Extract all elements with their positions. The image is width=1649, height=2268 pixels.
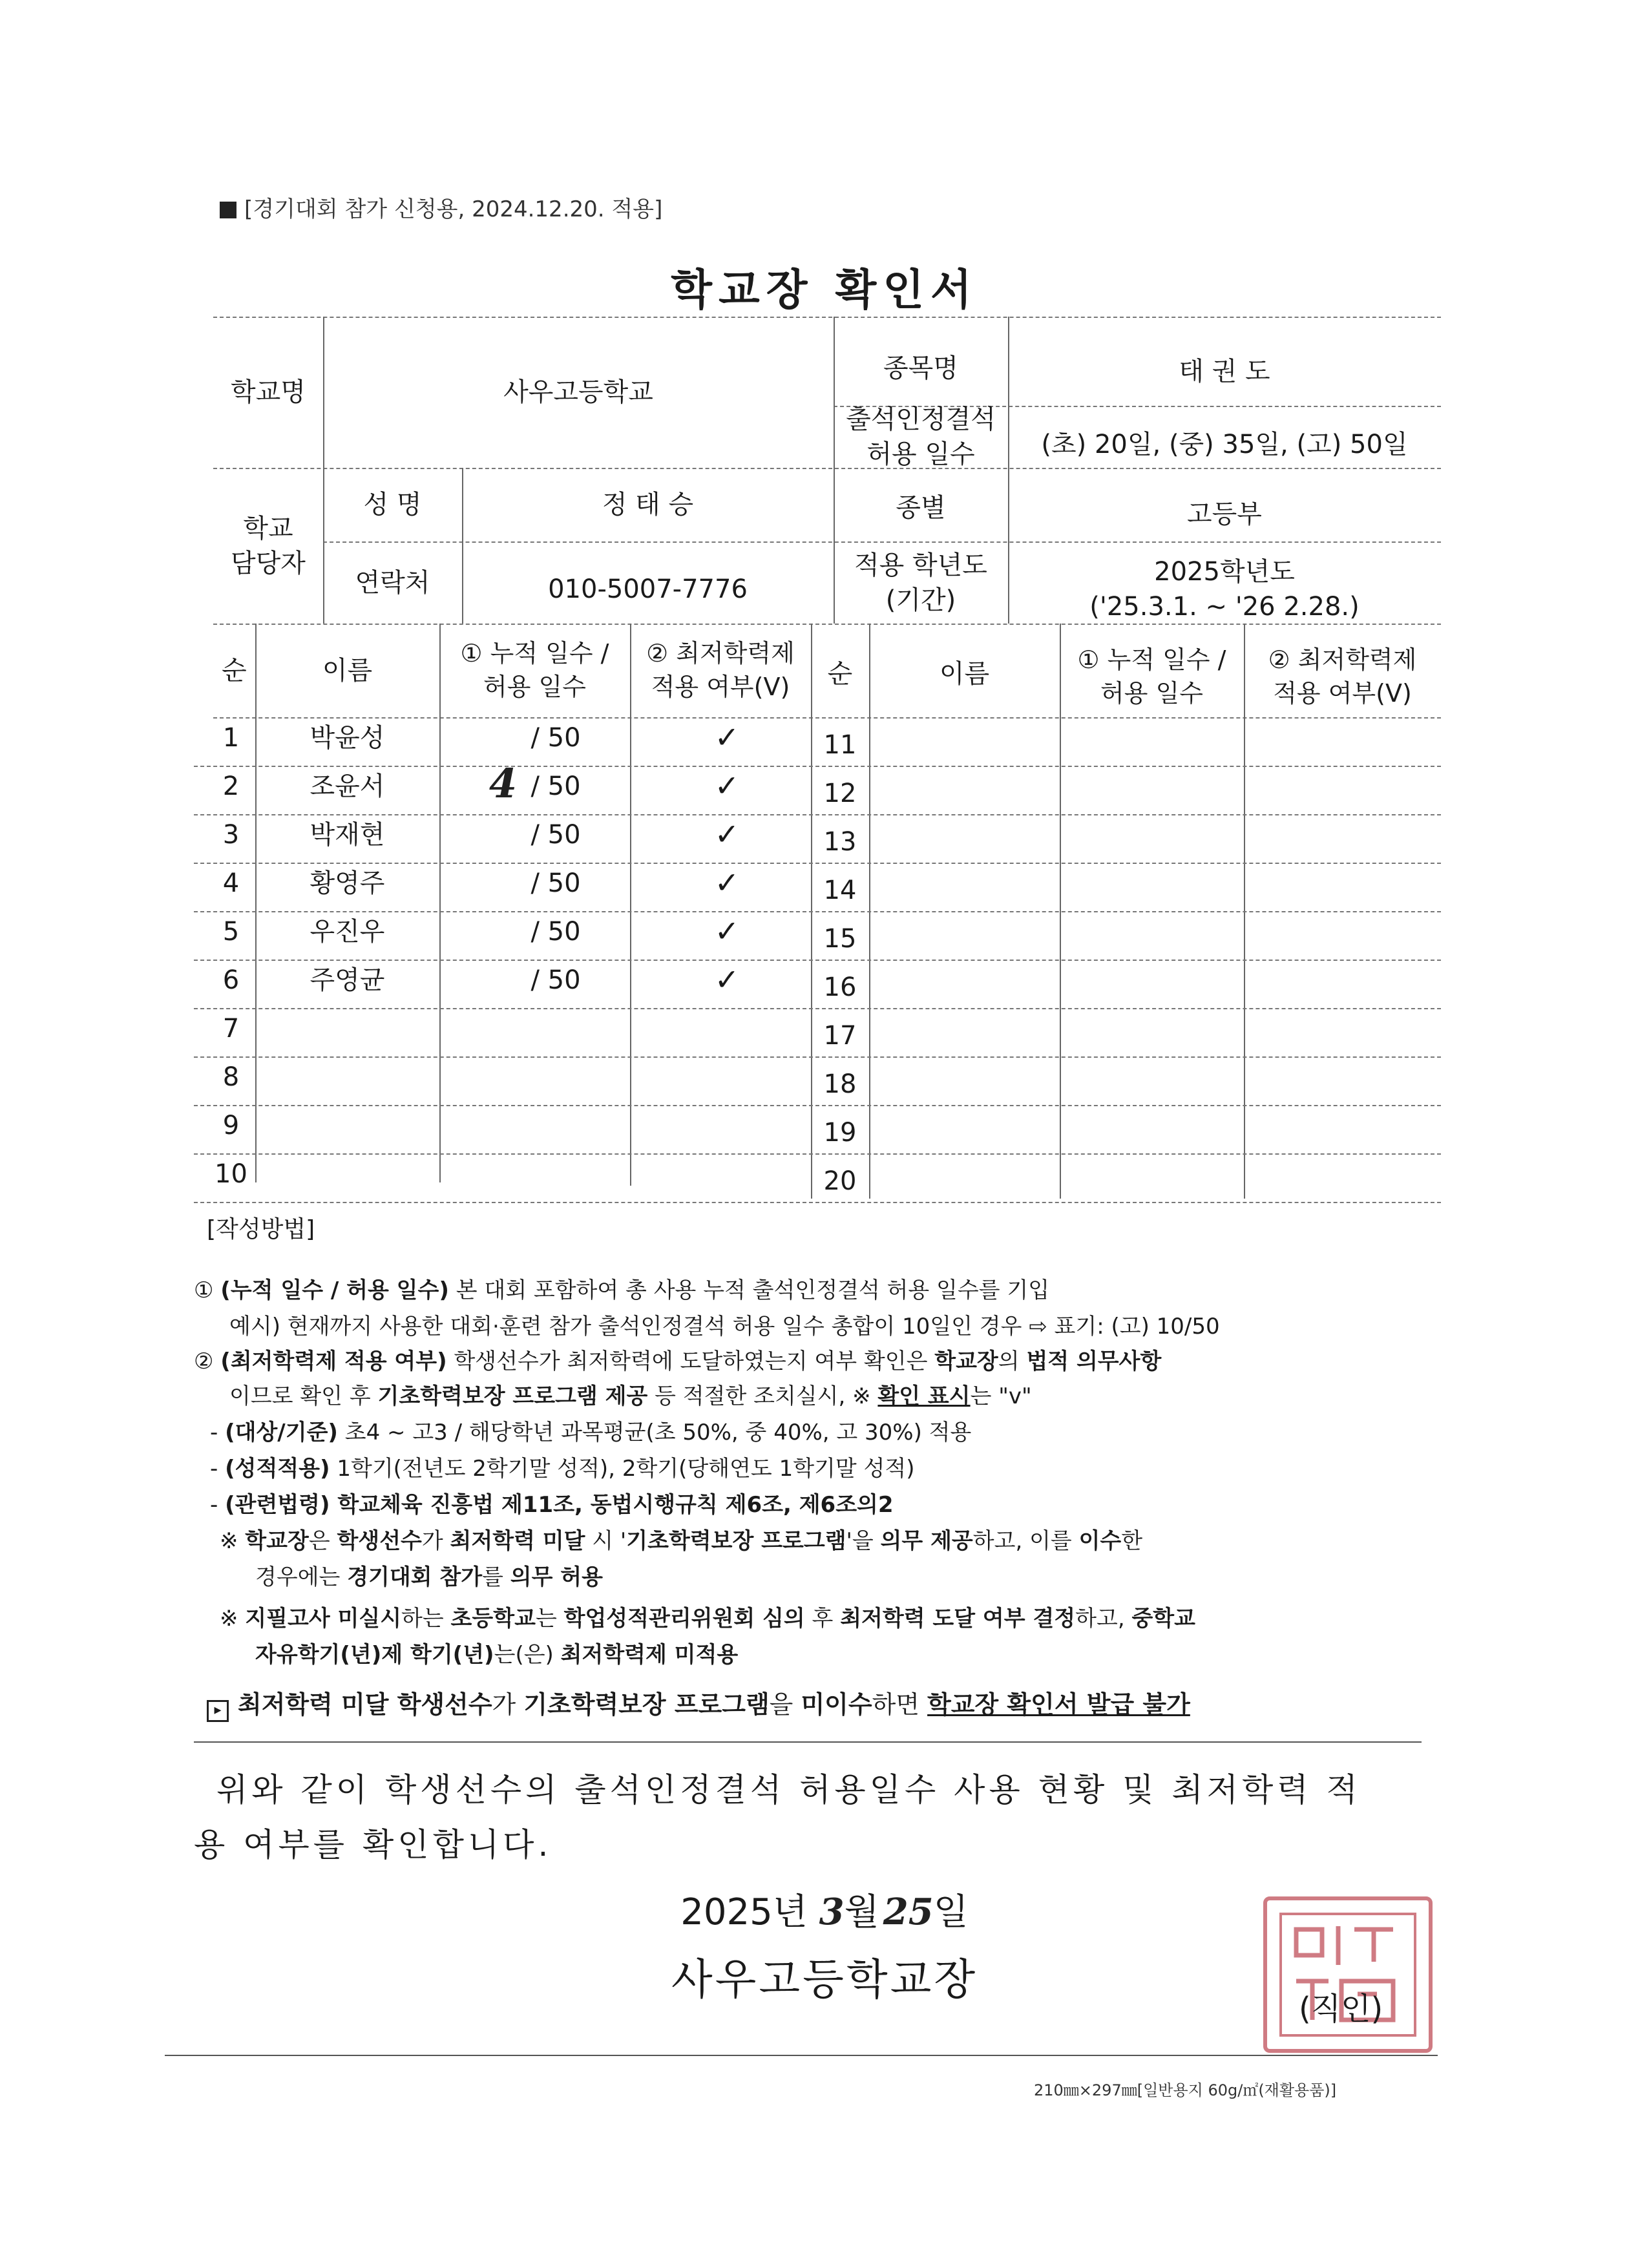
days-allowed: / 50 [530, 771, 581, 801]
absence-value: (초) 20일, (중) 35일, (고) 50일 [1041, 430, 1408, 459]
days-allowed [517, 1101, 594, 1150]
row-number: 3 [222, 819, 240, 850]
row-number-right: 16 [823, 972, 857, 1002]
student-name: 박윤성 [310, 722, 385, 753]
row-number: 5 [222, 916, 240, 947]
absence-label-line2: 허용 일수 [867, 439, 975, 469]
row-number: 1 [222, 722, 240, 753]
header-min-right-line1: ② 최저학력제 [1268, 646, 1417, 675]
school-label: 학교명 [231, 377, 306, 407]
instruction-line-5: - (대상/기준) 초4 ~ 고3 / 해당학년 과목평균(초 50%, 중 40%, 고 30%) 적용 [210, 1420, 972, 1445]
form-usage-text: [경기대회 참가 신청용, 2024.12.20. 적용] [244, 196, 663, 222]
sport-value: 태 권 도 [1179, 357, 1270, 386]
instruction-line-4: 이므로 확인 후 기초학력보장 프로그램 제공 등 적절한 조치실시, ※ 확인 표시는 "v" [229, 1383, 1032, 1409]
page-title: 학교장 확인서 [671, 265, 978, 315]
student-name [255, 1150, 439, 1198]
confirm-text-line2: 용 여부를 확인합니다. [194, 1826, 552, 1864]
header-no-right: 순 [827, 658, 853, 689]
student-name: 박재현 [310, 819, 385, 850]
days-allowed [517, 1053, 594, 1101]
header-days-line1: ① 누적 일수 / [460, 639, 609, 668]
days-allowed [517, 1150, 594, 1198]
days-used [446, 905, 517, 953]
student-name: 주영균 [310, 965, 385, 995]
header-min-right [1244, 636, 1441, 717]
row-number: 2 [222, 771, 240, 801]
header-days-right-line1: ① 누적 일수 / [1077, 646, 1226, 675]
divider [194, 1741, 1422, 1743]
year-value [1008, 548, 1441, 630]
contact-label: 연락처 [355, 567, 430, 598]
days-used [446, 711, 517, 759]
row-number-right: 18 [823, 1069, 857, 1099]
days-used [446, 953, 517, 1002]
days-used [446, 1147, 517, 1195]
days-used [446, 856, 517, 905]
days-allowed [517, 1004, 594, 1053]
days-allowed: / 50 [530, 819, 581, 850]
square-bullet-icon [220, 202, 236, 218]
student-name: 조윤서 [310, 771, 385, 801]
paper-spec: 210㎜×297㎜[일반용지 60g/㎡(재활용품)] [1034, 2081, 1337, 2099]
min-academic-check: ✓ [714, 914, 740, 949]
instruction-line-11: 자유학기(년)제 학기(년)는(은) 최저학력제 미적용 [255, 1642, 739, 1668]
class-label: 종별 [896, 493, 946, 523]
manager-label-line1: 학교 [243, 513, 293, 543]
date-month-label: 월 [844, 1891, 879, 1933]
contact-value: 010-5007-7776 [548, 574, 748, 604]
instruction-line-2: 예시) 현재까지 사용한 대회·훈련 참가 출석인정결석 허용 일수 총합이 10일인 경우 ⇨ 표기: (고) 10/50 [229, 1314, 1220, 1339]
manager-label-line2: 담당자 [231, 548, 306, 578]
days-used [446, 1002, 517, 1050]
header-min [630, 630, 811, 711]
absence-label-line1: 출석인정결석 [846, 404, 996, 434]
min-academic-check: ✓ [714, 865, 740, 901]
student-name: 황영주 [310, 868, 385, 898]
header-days-line2: 허용 일수 [483, 672, 586, 701]
seal-label: (직인) [1299, 1991, 1383, 2027]
form-usage-tag [220, 191, 662, 223]
row-number: 6 [222, 965, 240, 995]
signer-name: 사우고등학교장 [671, 1955, 978, 2004]
row-number-right: 19 [823, 1117, 857, 1148]
year-value-line1: 2025학년도 [1154, 556, 1295, 587]
min-academic-check [646, 1101, 808, 1150]
days-allowed: / 50 [530, 916, 581, 947]
year-label-line1: 적용 학년도 [854, 550, 987, 580]
instruction-line-6: - (성적적용) 1학기(전년도 2학기말 성적), 2학기(당해연도 1학기말 성적) [210, 1456, 915, 1482]
class-value: 고등부 [1187, 499, 1262, 529]
name-label: 성 명 [363, 490, 422, 520]
instructions-heading: [작성방법] [207, 1216, 315, 1243]
name-value: 정 태 승 [602, 490, 694, 520]
days-used [446, 1050, 517, 1098]
year-label [834, 541, 1008, 624]
min-academic-check [646, 1004, 808, 1053]
row-number: 9 [222, 1110, 240, 1140]
instruction-line-3: ② (최저학력제 적용 여부) 학생선수가 최저학력에 도달하였는지 여부 확인은 학교장의 법적 의무사항 [194, 1349, 1162, 1374]
row-number: 10 [215, 1159, 247, 1189]
row-number-right: 14 [823, 875, 857, 905]
manager-label [213, 468, 323, 624]
row-number-right: 11 [823, 730, 857, 760]
instruction-line-7: - (관련법령) 학교체육 진흥법 제11조, 동법시행규칙 제6조, 제6조의2 [210, 1492, 894, 1518]
min-academic-check: ✓ [714, 768, 740, 804]
header-no: 순 [222, 655, 247, 686]
divider [165, 2055, 1438, 2056]
instruction-line-12: ▸ 최저학력 미달 학생선수가 기초학력보장 프로그램을 미이수하면 학교장 확인서 발급 불가 [207, 1688, 1190, 1722]
student-name [255, 1101, 439, 1150]
header-days [439, 630, 630, 711]
instruction-line-9: 경우에는 경기대회 참가를 의무 허용 [255, 1564, 603, 1590]
days-allowed: / 50 [530, 722, 581, 753]
date-day: 25 [883, 1891, 934, 1933]
header-name: 이름 [322, 655, 373, 686]
sport-label: 종목명 [883, 353, 958, 383]
min-academic-check [646, 1150, 808, 1198]
min-academic-check: ✓ [714, 962, 740, 998]
row-number: 7 [222, 1013, 240, 1044]
days-used [446, 1098, 517, 1147]
date-day-label: 일 [933, 1891, 969, 1933]
date-year: 2025년 [680, 1891, 808, 1933]
date-month: 3 [819, 1891, 845, 1933]
instruction-line-10: ※ 지필고사 미실시하는 초등학교는 학업성적관리위원회 심의 후 최저학력 도달 여부 결정하고, 중학교 [220, 1606, 1195, 1632]
school-seal-icon [1263, 1896, 1433, 2053]
min-academic-check [646, 1053, 808, 1101]
year-label-line2: (기간) [885, 585, 956, 615]
header-min-line2: 적용 여부(V) [651, 672, 790, 701]
row-number-right: 20 [823, 1166, 857, 1196]
header-min-right-line2: 적용 여부(V) [1273, 678, 1412, 708]
confirm-text-line1: 위와 같이 학생선수의 출석인정결석 허용일수 사용 현황 및 최저학력 적 [216, 1771, 1361, 1809]
row-number: 4 [222, 868, 240, 898]
school-value: 사우고등학교 [503, 377, 653, 407]
min-academic-check: ✓ [714, 720, 740, 755]
row-number-right: 15 [823, 923, 857, 954]
min-academic-check: ✓ [714, 817, 740, 852]
year-value-line2: ('25.3.1. ~ '26 2.28.) [1089, 591, 1360, 622]
header-min-line1: ② 최저학력제 [646, 639, 795, 668]
absence-label [834, 406, 1008, 468]
row-number-right: 12 [823, 778, 857, 808]
row-number: 8 [222, 1062, 240, 1092]
row-number-right: 17 [823, 1020, 857, 1051]
header-days-right-line2: 허용 일수 [1100, 678, 1203, 708]
header-days-right [1060, 636, 1244, 717]
row-number-right: 13 [823, 826, 857, 857]
days-allowed: / 50 [530, 965, 581, 995]
days-used: 4 [488, 759, 517, 807]
student-name [255, 1053, 439, 1101]
student-name: 우진우 [310, 916, 385, 947]
student-name [255, 1004, 439, 1053]
header-name-right: 이름 [939, 658, 990, 689]
arrow-box-icon: ▸ [207, 1700, 229, 1722]
instruction-line-8: ※ 학교장은 학생선수가 최저학력 미달 시 '기초학력보장 프로그램'을 의무 제공하고, 이를 이수한 [220, 1528, 1143, 1554]
days-allowed: / 50 [530, 868, 581, 898]
instruction-line-1: ① (누적 일수 / 허용 일수) 본 대회 포함하여 총 사용 누적 출석인정결석 허용 일수를 기입 [194, 1277, 1050, 1303]
days-used [446, 808, 517, 856]
